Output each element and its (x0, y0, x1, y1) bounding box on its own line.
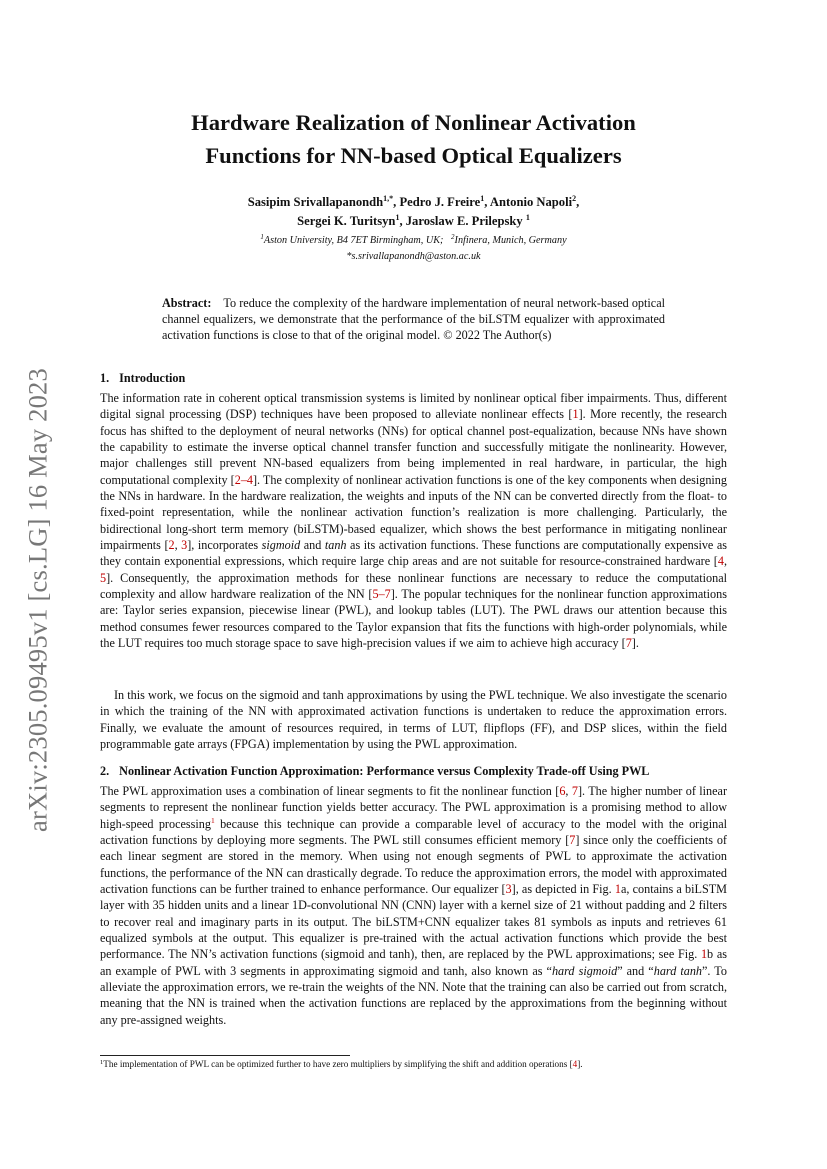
affiliations: $^1$Aston University, B4 7ET Birmingham, UK; $^2$Infinera, Munich, Germany *s.srivallapanondh@aston.ac.uk (260, 233, 567, 262)
intro-paragraph-1: The information rate in coherent optical transmission systems is limited by nonlinear optical fiber impairments. Thus, different digital signal processing (DSP) techniques have been proposed to alleviate nonlinear effects [1]. More recently, the research focus has shifted to the deployment of neural networks (NNs) for optical channel post-equalization, because NNs have shown the capability to estimate the inverse optical channel transfer function and successfully mitigate the nonlinearity. However, major challenges still prevent NN-based equalizers from being implemented in real hardware, in particular, the high computational complexity [2–4]. The complexity of nonlinear activation functions is one of the key components when designing the NNs in hardware. In the hardware realization, the weights and inputs of the NN can be converted directly from the float- to fixed-point representation, while the nonlinear activation function’s realization is more challenging. Particularly, the bidirectional long-short term memory (biLSTM)-based equalizer, which shows the best performance in mitigating nonlinear impairments [2, 3], incorporates sigmoid and tanh as its activation functions. These functions are computationally expensive as they contain exponential expressions, which require large chip areas and are not suitable for resource-constrained hardware [4, 5]. Consequently, the approximation methods for these nonlinear functions are necessary to reduce the computational complexity and allow hardware realization of the NN [5–7]. The popular techniques for the nonlinear function approximations are: Taylor series expansion, piecewise linear (PWL), and lookup tables (LUT). The PWL draws our attention because this method consumes fewer resources compared to the Taylor expansion that fits the functions with high-order polynomials, while the LUT requires too much storage space to save high-precision values if we aim to achieve high accuracy [7]. (100, 391, 727, 650)
footnote-marker[interactable]: 1 (210, 815, 215, 825)
figure-link[interactable]: 1 (700, 947, 708, 962)
paper-title: Hardware Realization of Nonlinear Activation Functions for NN-based Optical Equalizers (191, 110, 636, 168)
abstract-label: Abstract: (162, 296, 212, 310)
section-heading-pwl: 2. Nonlinear Activation Function Approximation: Performance versus Complexity Trade-off Using PWL (100, 764, 650, 778)
citation-link[interactable]: 4 (572, 1059, 578, 1069)
arxiv-side-stamp (22, 350, 54, 850)
citation-link[interactable]: 3 (505, 881, 512, 896)
corresponding-email: *s.srivallapanondh@aston.ac.uk (346, 250, 481, 262)
author-name: Sergei K. Turitsyn (297, 213, 396, 228)
figure-link[interactable]: 1 (614, 881, 621, 896)
citation-link[interactable]: 2–4 (234, 472, 253, 487)
affiliation-1: Aston University, B4 7ET Birmingham, UK; (263, 235, 444, 246)
author-name: Pedro J. Freire (399, 195, 481, 209)
arxiv-identifier: arXiv:2305.09495v1 [cs.LG] 16 May 2023 (22, 368, 53, 832)
citation-link[interactable]: 2 (168, 537, 175, 552)
citation-link[interactable]: 5–7 (372, 586, 391, 601)
citation-link[interactable]: 7 (569, 832, 576, 847)
abstract (162, 295, 665, 344)
citation-link[interactable]: 7 (625, 635, 632, 650)
citation-link[interactable]: 5 (100, 570, 107, 585)
abstract-text: To reduce the complexity of the hardware implementation of neural network-based optical channel equalizers, we demonstrate that the performance of the biLSTM equalizer with approximated activation functions is close to that of the original model. © 2022 The Author(s) (162, 296, 665, 343)
citation-link[interactable]: 4 (717, 554, 724, 569)
intro-paragraph-2: In this work, we focus on the sigmoid and tanh approximations by using the PWL technique. We also investigate the scenario in which the training of the NN with approximated activation functions is undertaken to reduce the approximation errors. Finally, we evaluate the amount of resources required, in terms of LUT, flipflops (FF), and DSP slices, within the field programmable gate arrays (FPGA) implementation by using the PWL approximation. (100, 688, 727, 751)
pwl-paragraph-1: The PWL approximation uses a combination of linear segments to fit the nonlinear function [6, 7]. The higher number of linear segments to represent the nonlinear function yields better accuracy. The PWL approximation is a promising method to allow high-speed processing$^1$ because this technique can provide a comparable level of accuracy to the model with the original activation functions by deploying more segments. The PWL still consumes efficient memory [7] since only the coefficients of each linear segment are stored in the memory. When using not enough segments of PWL to approximate the activation functions, the performance of the NN can drastically degrade. To reduce the approximation errors, the model with approximated activation functions can be further trained to enhance performance. Our equalizer [3], as depicted in Fig. 1a, contains a biLSTM layer with 35 hidden units and a linear 1D-convolutional NN (CNN) layer with a kernel size of 21 without padding and 2 filters to recover real and imaginary parts in its output. The biLSTM+CNN equalizer takes 81 symbols as inputs and retrieves 61 equalized symbols at the output. This equalizer is pre-trained with the actual activation functions which provide the best performance. The NN’s activation functions (sigmoid and tanh), then, are replaced by the PWL approximations; see Fig. 1b as an example of PWL with 3 segments in approximating sigmoid and tanh, also known as “hard sigmoid” and “hard tanh”. To alleviate the approximation errors, we re-train the weights of the NN. Note that the training can also be carried out from scratch, meaning that the NN is trained when the activation functions are replaced by the approximations from the beginning without any pre-assigned weights. (100, 784, 728, 1027)
author-list: Sasipim Srivallapanondh$^{1,*}$, Pedro J. Freire$^1$, Antonio Napoli$^2$, Sergei K. Turitsyn$^1$, Jaroslaw E. Prilepsky $^1$ (247, 194, 580, 228)
affiliation-2: Infinera, Munich, Germany (454, 235, 567, 246)
citation-link[interactable]: 6 (559, 784, 566, 798)
author-name: Sasipim Srivallapanondh (247, 195, 384, 209)
author-name: Jaroslaw E. Prilepsky (405, 213, 523, 228)
section-heading-introduction: 1. Introduction (100, 371, 186, 385)
citation-link[interactable]: 7 (571, 784, 578, 798)
footnote-divider (100, 1055, 350, 1056)
author-name: Antonio Napoli (489, 195, 573, 209)
footnote: $^1$The implementation of PWL can be optimized further to have zero multipliers by simplifying the shift and addition operations [4]. (100, 1059, 583, 1069)
citation-link[interactable]: 3 (181, 537, 188, 552)
citation-link[interactable]: 1 (572, 407, 579, 422)
